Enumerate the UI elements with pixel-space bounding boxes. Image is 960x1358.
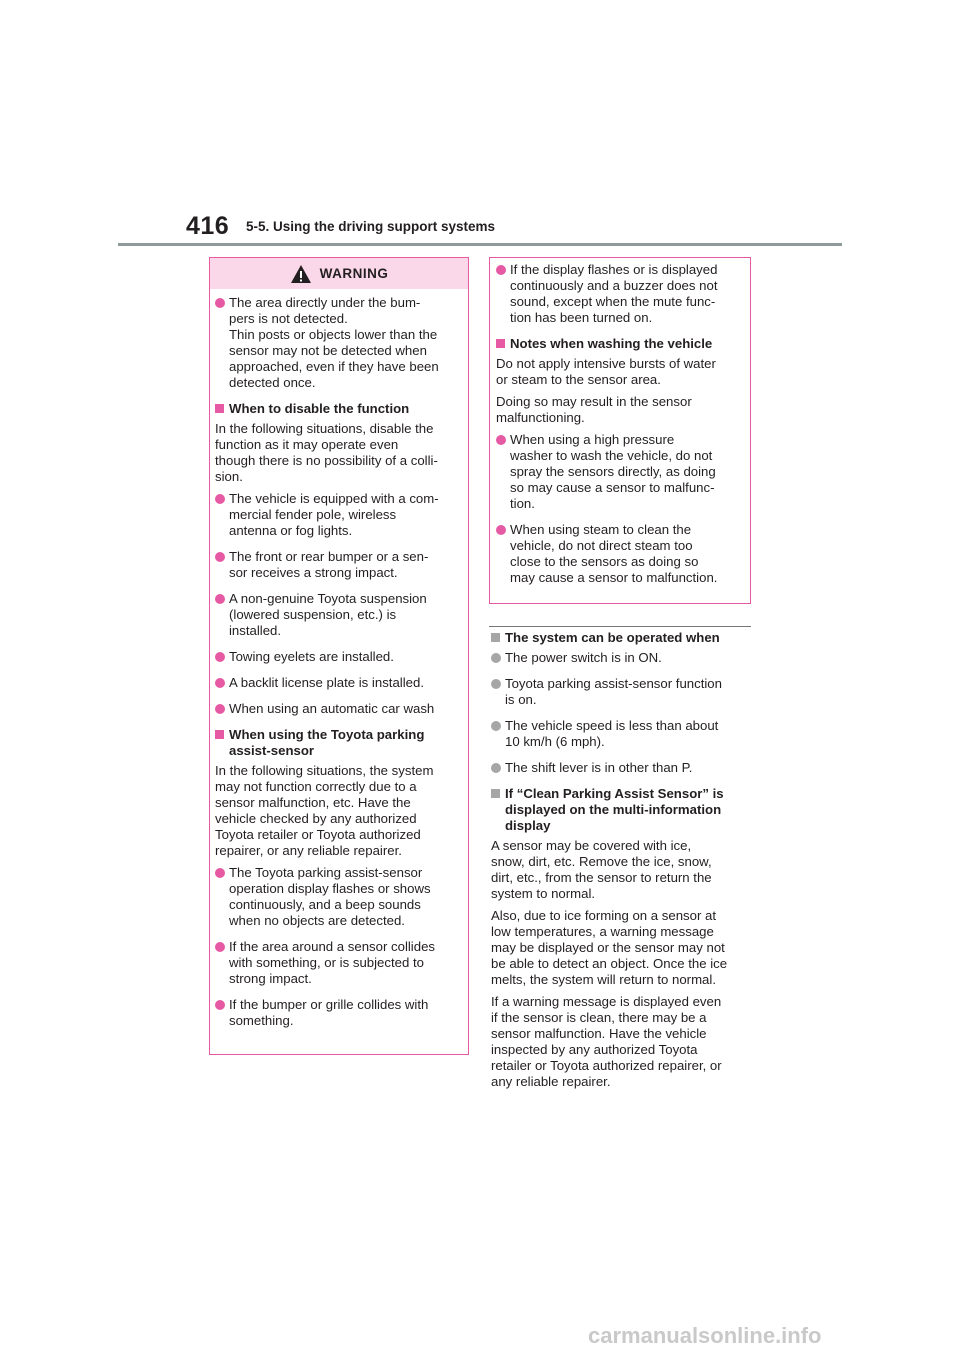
list-item-text: Towing eyelets are installed. (229, 649, 394, 664)
list-item (496, 262, 745, 326)
list-item-text: A non-genuine Toyota suspension (lowered suspension, etc.) is installed. (229, 591, 427, 638)
paragraph: If a warning message is displayed even if the sensor is clean, there may be a sensor malfunction. Have the vehicle inspected by any authorized Toyota retailer or Toyota authorized repairer, or any reliable repairer. (491, 994, 722, 1089)
square-marker-icon (496, 339, 505, 348)
subheading (215, 727, 463, 759)
square-marker-icon (215, 404, 224, 413)
subheading-text: The system can be operated when (505, 630, 720, 645)
paragraph: A sensor may be covered with ice, snow, dirt, etc. Remove the ice, snow, dirt, etc., from the sensor to return the system to normal. (491, 838, 712, 901)
list-item (491, 650, 751, 666)
bullet-icon (215, 494, 225, 504)
warning-box-body (210, 289, 468, 1029)
list-item (491, 718, 751, 750)
subheading (491, 786, 751, 834)
warning-header (210, 258, 468, 289)
paragraph: Also, due to ice forming on a sensor at low temperatures, a warning message may be displayed or the sensor may not be able to detect an object. Once the ice melts, the system will return to normal. (491, 908, 728, 987)
square-marker-icon (491, 633, 500, 642)
paragraph: Doing so may result in the sensor malfunctioning. (496, 394, 692, 425)
subheading-text: When to disable the function (229, 401, 410, 416)
list-item-text: When using steam to clean the vehicle, do not direct steam too close to the sensors as doing so may cause a sensor to malfunction. (510, 522, 718, 585)
list-item-text: The vehicle speed is less than about 10 km/h (6 mph). (505, 718, 719, 749)
subheading (215, 401, 463, 417)
subheading-text: Notes when washing the vehicle (510, 336, 713, 351)
list-item (491, 676, 751, 708)
list-item-text: The shift lever is in other than P. (505, 760, 693, 775)
right-column (491, 630, 751, 1096)
subheading (491, 630, 751, 646)
square-marker-icon (491, 789, 500, 798)
bullet-icon (215, 594, 225, 604)
list-item (215, 649, 463, 665)
list-item-text: If the area around a sensor collides with something, or is subjected to strong impact. (229, 939, 435, 986)
list-item-text: The Toyota parking assist-sensor operation display flashes or shows continuously, and a beep sounds when no objects are detected. (229, 865, 431, 928)
section-title: 5-5. Using the driving support systems (246, 219, 496, 234)
bullet-icon (215, 868, 225, 878)
bullet-icon (215, 298, 225, 308)
list-item-text: If the display flashes or is displayed continuously and a buzzer does not sound, except when the mute func- tion has been turned on. (510, 262, 718, 325)
bullet-icon (215, 1000, 225, 1010)
list-item (215, 939, 463, 987)
list-item (215, 591, 463, 639)
bullet-icon (215, 552, 225, 562)
list-item-text: The power switch is in ON. (505, 650, 662, 665)
list-item (496, 432, 745, 512)
bullet-icon (215, 652, 225, 662)
list-item (215, 675, 463, 691)
page-number: 416 (186, 212, 230, 240)
square-marker-icon (215, 730, 224, 739)
warning-box-continued-body (490, 258, 750, 586)
list-item-text: The vehicle is equipped with a com- mercial fender pole, wireless antenna or fog lights. (229, 491, 439, 538)
warning-box (209, 257, 469, 1055)
list-item (491, 760, 751, 776)
bullet-icon (215, 942, 225, 952)
bullet-icon (496, 525, 506, 535)
subheading (496, 336, 745, 352)
bullet-icon (496, 265, 506, 275)
header-rule (118, 243, 842, 246)
bullet-icon (215, 704, 225, 714)
list-item (215, 549, 463, 581)
bullet-icon (491, 763, 501, 773)
warning-triangle-icon (290, 264, 312, 284)
watermark: carmanualsonline.info (588, 1323, 822, 1348)
list-item (215, 997, 463, 1029)
column-divider (489, 626, 751, 627)
warning-box-continued (489, 257, 751, 604)
list-item (215, 865, 463, 929)
warning-title: WARNING (319, 266, 389, 281)
list-item-text: When using a high pressure washer to wash the vehicle, do not spray the sensors directly, as doing so may cause a sensor to malfunc- tion. (510, 432, 716, 511)
list-item (215, 701, 463, 717)
list-item-text: Toyota parking assist-sensor function is on. (505, 676, 722, 707)
list-item-text: The area directly under the bum- pers is not detected. Thin posts or objects lower than the sensor may not be detected when approached, even if they have been detected once. (229, 295, 439, 390)
list-item-text: A backlit license plate is installed. (229, 675, 424, 690)
list-item-text: When using an automatic car wash (229, 701, 435, 716)
paragraph: In the following situations, the system may not function correctly due to a sensor malfunction, etc. Have the vehicle checked by any authorized Toyota retailer or Toyota authorized repairer, or any reliable repairer. (215, 763, 434, 858)
paragraph: In the following situations, disable the function as it may operate even though there is no possibility of a colli- sion. (215, 421, 438, 484)
list-item (496, 522, 745, 586)
bullet-icon (215, 678, 225, 688)
bullet-icon (491, 653, 501, 663)
list-item-text: If the bumper or grille collides with something. (229, 997, 429, 1028)
list-item (215, 295, 463, 391)
list-item (215, 491, 463, 539)
bullet-icon (496, 435, 506, 445)
list-item-text: The front or rear bumper or a sen- sor receives a strong impact. (229, 549, 429, 580)
bullet-icon (491, 721, 501, 731)
paragraph: Do not apply intensive bursts of water or steam to the sensor area. (496, 356, 716, 387)
subheading-text: When using the Toyota parking assist-sensor (229, 727, 425, 758)
bullet-icon (491, 679, 501, 689)
subheading-text: If “Clean Parking Assist Sensor” is displayed on the multi-information display (505, 786, 724, 833)
